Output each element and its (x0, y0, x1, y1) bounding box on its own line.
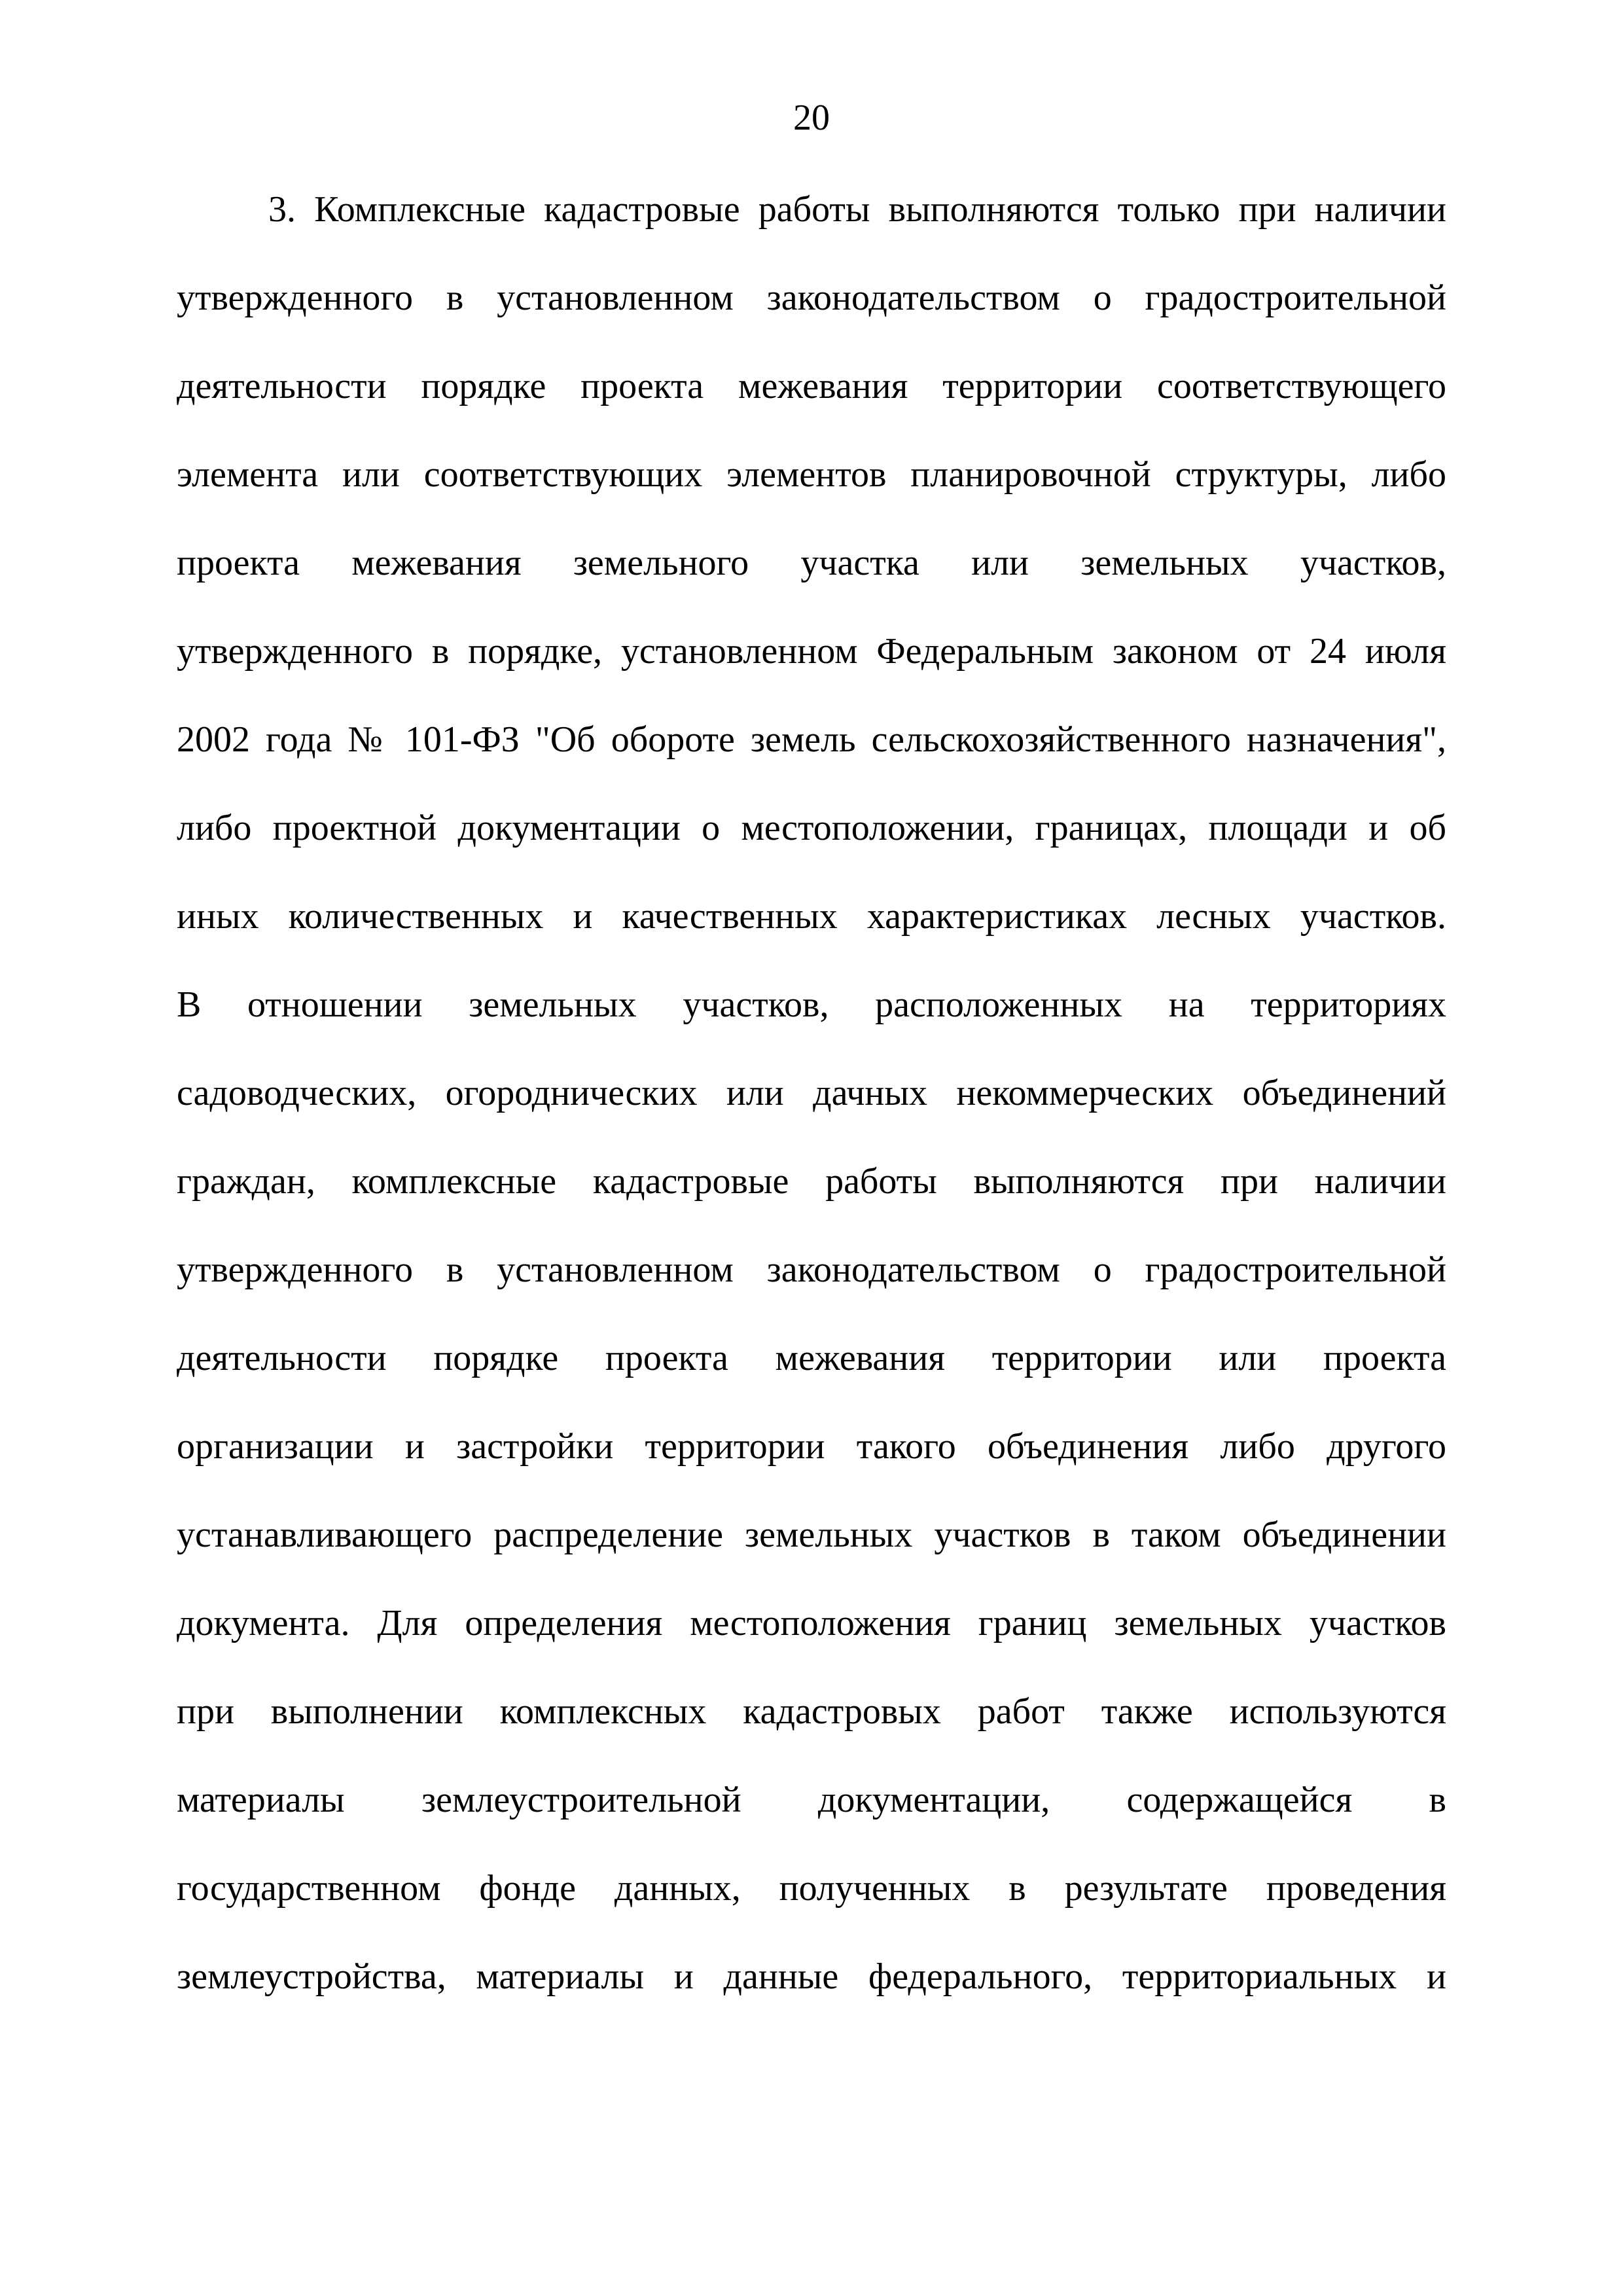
text-line: 3. Комплексные кадастровые работы выполняются только при наличии (268, 189, 1446, 230)
text-line: садоводческих, огороднических или дачных некоммерческих объединений (177, 1073, 1446, 1113)
text-line: землеустройства, материалы и данные федерального, территориальных и (177, 1956, 1446, 1997)
text-line: устанавливающего распределение земельных участков в таком объединении (177, 1515, 1446, 1555)
page-number: 20 (793, 98, 830, 138)
text-line: утвержденного в установленном законодательством о градостроительной (177, 278, 1446, 318)
text-line: либо проектной документации о местоположении, границах, площади и об (177, 808, 1446, 848)
text-line: В отношении земельных участков, расположенных на территориях (177, 984, 1446, 1025)
text-line: 2002 года № 101-ФЗ "Об обороте земель сельскохозяйственного назначения", (177, 719, 1446, 760)
text-line: проекта межевания земельного участка или земельных участков, (177, 543, 1446, 583)
text-line: организации и застройки территории такого объединения либо другого (177, 1426, 1446, 1467)
text-line: при выполнении комплексных кадастровых работ также используются (177, 1691, 1446, 1732)
text-line: деятельности порядке проекта межевания территории или проекта (177, 1338, 1446, 1378)
text-line: элемента или соответствующих элементов планировочной структуры, либо (177, 454, 1446, 495)
text-line: документа. Для определения местоположения границ земельных участков (177, 1603, 1446, 1643)
text-line: утвержденного в установленном законодательством о градостроительной (177, 1249, 1446, 1290)
text-line: материалы землеустроительной документации, содержащейся в (177, 1780, 1446, 1820)
text-line: деятельности порядке проекта межевания территории соответствующего (177, 366, 1446, 406)
paragraph (177, 183, 1446, 2039)
text-line: иных количественных и качественных характеристиках лесных участков. (177, 896, 1446, 937)
text-line: утвержденного в порядке, установленном Федеральным законом от 24 июля (177, 631, 1446, 672)
text-line: государственном фонде данных, полученных в результате проведения (177, 1868, 1446, 1909)
text-line: граждан, комплексные кадастровые работы выполняются при наличии (177, 1161, 1446, 1202)
